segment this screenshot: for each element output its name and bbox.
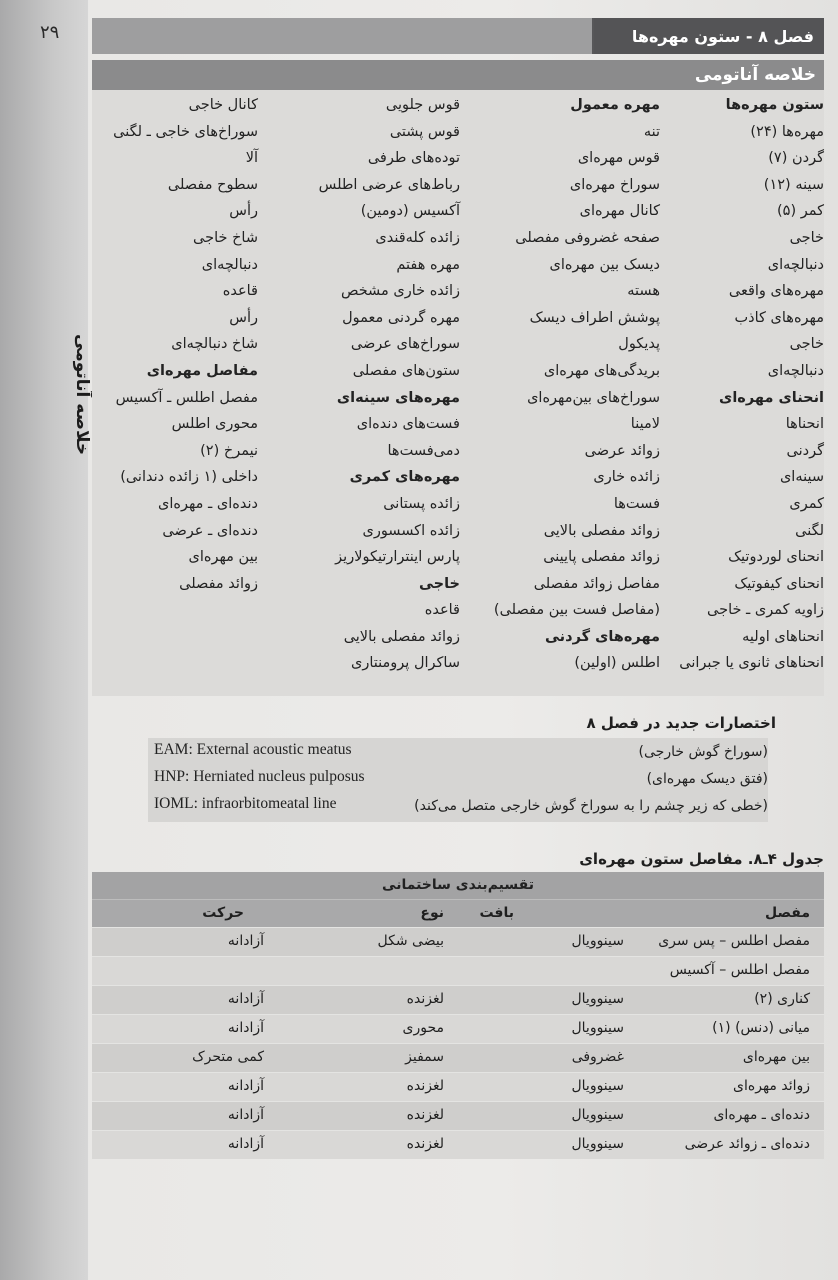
- summary-item: خاجی: [418, 575, 460, 592]
- cell-movement: آزادانه: [227, 1078, 264, 1094]
- cell-type: بیضی شکل: [377, 933, 444, 949]
- abbreviations-box: [148, 738, 768, 822]
- cell-movement: کمی متحرک: [192, 1049, 264, 1065]
- summary-item: سوراخ‌های خاجی ـ لگنی: [113, 123, 258, 140]
- header-tissue: بافت: [479, 905, 514, 921]
- summary-item: زائده اکسسوری: [362, 522, 460, 539]
- summary-item: دنده‌ای ـ عرضی: [162, 522, 258, 539]
- cell-tissue: سینوویال: [571, 991, 624, 1007]
- summary-item: ستون‌های مفصلی: [352, 362, 460, 379]
- chapter-header-band: [92, 18, 592, 54]
- cell-joint: دنده‌ای ـ مهره‌ای: [713, 1107, 810, 1123]
- summary-item: قوس جلویی: [385, 97, 460, 113]
- chapter-title: فصل ۸ - ستون مهره‌ها: [631, 26, 814, 46]
- table-group-header: [92, 872, 824, 899]
- summary-item: مهره‌های گردنی: [545, 628, 660, 645]
- summary-item: سینه (۱۲): [763, 176, 824, 193]
- group-header-label: تقسیم‌بندی ساختمانی: [382, 877, 534, 893]
- summary-item: انحناهای ثانوی یا جبرانی: [679, 655, 824, 672]
- cell-joint: بین مهره‌ای: [742, 1049, 810, 1065]
- summary-item: مفاصل زوائد مفصلی: [533, 575, 660, 592]
- chapter-header: [92, 18, 824, 54]
- summary-item: انحنای کیفوتیک: [734, 575, 824, 592]
- cell-joint: میانی (دنس) (۱): [712, 1020, 810, 1036]
- cell-type: لغزنده: [406, 1136, 444, 1152]
- header-joint: مفصل: [764, 905, 810, 921]
- cell-type: لغزنده: [406, 1107, 444, 1123]
- table-row: [92, 1014, 824, 1043]
- page-number: ۲۹: [40, 22, 60, 43]
- cell-tissue: غضروفی: [571, 1049, 624, 1065]
- cell-type: لغزنده: [406, 991, 444, 1007]
- summary-item: فست‌ها: [613, 495, 660, 512]
- summary-item: تنه: [643, 123, 660, 140]
- summary-item: انحناهای اولیه: [742, 628, 824, 645]
- cell-tissue: سینوویال: [571, 1136, 624, 1152]
- cell-type: محوری: [402, 1020, 444, 1036]
- cell-movement: آزادانه: [227, 1136, 264, 1152]
- summary-item: بین مهره‌ای: [188, 549, 258, 566]
- table-row: [92, 927, 824, 956]
- summary-item: خاجی: [789, 336, 824, 353]
- summary-item: مهره‌های سینه‌ای: [336, 389, 460, 406]
- summary-item: رأس: [229, 203, 258, 220]
- summary-item: کمر (۵): [776, 203, 824, 220]
- abbreviation-en: IOML: infraorbitomeatal line: [154, 795, 337, 812]
- table-row: [92, 1130, 824, 1159]
- summary-item: کمری: [789, 495, 824, 512]
- summary-column-3: [280, 92, 460, 677]
- table-row: [92, 1043, 824, 1072]
- summary-item: انحناها: [785, 416, 824, 433]
- summary-item: پارس اینترارتیکولاریز: [335, 549, 460, 566]
- header-type: نوع: [420, 905, 444, 921]
- summary-item: گردنی: [786, 442, 824, 459]
- summary-item: زاویه کمری ـ خاجی: [707, 602, 824, 619]
- cell-tissue: سینوویال: [571, 1078, 624, 1094]
- summary-item: زائده کله‌قندی: [375, 229, 460, 246]
- summary-item: زوائد عرضی: [584, 442, 660, 459]
- summary-item: دیسک بین مهره‌ای: [549, 256, 660, 273]
- summary-item: سطوح مفصلی: [167, 176, 258, 193]
- summary-item: شاخ دنبالچه‌ای: [171, 336, 258, 353]
- summary-item: توده‌های طرفی: [367, 150, 460, 167]
- summary-item: مهره‌های کمری: [349, 469, 460, 486]
- cell-joint: دنده‌ای ـ زوائد عرضی: [684, 1136, 810, 1152]
- summary-item: زائده پستانی: [383, 495, 460, 512]
- table-title: جدول ۴ـ۸. مفاصل ستون مهره‌ای: [579, 850, 824, 868]
- summary-item: زائده خاری: [593, 469, 660, 486]
- summary-item: مفاصل مهره‌ای: [146, 362, 258, 379]
- summary-item: زوائد مفصلی: [179, 575, 258, 592]
- summary-item: سینه‌ای: [779, 469, 824, 486]
- summary-column-2: [490, 92, 660, 677]
- cell-tissue: سینوویال: [571, 933, 624, 949]
- cell-tissue: سینوویال: [571, 1020, 624, 1036]
- table-header-row: [92, 899, 824, 927]
- chapter-header-label-box: [594, 18, 824, 54]
- joints-table: [92, 872, 824, 1159]
- summary-item: شاخ خاجی: [193, 229, 258, 246]
- page-margin-strip: [0, 0, 88, 1280]
- summary-item: رأس: [229, 309, 258, 326]
- summary-item: قاعده: [222, 283, 258, 300]
- summary-item: ساکرال پرومنتاری: [351, 655, 460, 672]
- summary-item: لگنی: [795, 522, 824, 539]
- abbreviation-row: [148, 792, 768, 819]
- summary-item: سوراخ‌های عرضی: [350, 336, 460, 353]
- cell-movement: آزادانه: [227, 1107, 264, 1123]
- abbreviation-fa: (فتق دیسک مهره‌ای): [646, 771, 768, 787]
- summary-item: مهره‌های واقعی: [728, 283, 824, 300]
- abbreviation-row: [148, 738, 768, 765]
- summary-item: مهره هفتم: [396, 256, 460, 273]
- summary-item: انحنای مهره‌ای: [719, 389, 824, 406]
- summary-item: لامینا: [630, 416, 660, 433]
- abbreviation-fa: (خطی که زیر چشم را به سوراخ گوش خارجی متصل می‌کند): [414, 798, 768, 814]
- table-row: [92, 1101, 824, 1130]
- table-row: [92, 985, 824, 1014]
- summary-item: دنبالچه‌ای: [201, 256, 258, 273]
- summary-item: دمی‌فست‌ها: [387, 442, 460, 459]
- summary-item: کانال خاجی: [188, 97, 258, 113]
- summary-item: (مفاصل فست بین مفصلی): [493, 602, 660, 619]
- table-row: [92, 1072, 824, 1101]
- summary-item: صفحه غضروفی مفصلی: [515, 229, 660, 246]
- summary-item: مهره گردنی معمول: [342, 309, 460, 326]
- abbreviation-row: [148, 765, 768, 792]
- summary-column-1: [674, 92, 824, 677]
- summary-item: مهره معمول: [570, 97, 660, 113]
- table-row: [92, 956, 824, 985]
- summary-item: زائده خاری مشخص: [340, 283, 460, 300]
- abbreviation-fa: (سوراخ گوش خارجی): [638, 744, 768, 760]
- abbreviations-title: اختصارات جدید در فصل ۸: [586, 714, 776, 732]
- summary-item: دنبالچه‌ای: [767, 362, 824, 379]
- summary-item: اطلس (اولین): [574, 655, 660, 672]
- summary-item: قوس پشتی: [389, 123, 460, 140]
- cell-type: سمفیز: [405, 1049, 444, 1065]
- summary-item: زوائد مفصلی بالایی: [543, 522, 660, 539]
- summary-item: گردن (۷): [768, 150, 824, 167]
- summary-item: انحنای لوردوتیک: [728, 549, 824, 566]
- summary-item: ستون مهره‌ها: [725, 97, 824, 113]
- summary-item: رباط‌های عرضی اطلس: [318, 176, 460, 193]
- summary-item: سوراخ‌های بین‌مهره‌ای: [527, 389, 660, 406]
- cell-tissue: سینوویال: [571, 1107, 624, 1123]
- summary-item: آکسیس (دومین): [360, 203, 460, 220]
- summary-item: دنبالچه‌ای: [767, 256, 824, 273]
- table-body: [92, 927, 824, 1159]
- header-movement: حرکت: [202, 905, 244, 921]
- side-title: خلاصه آناتومی: [72, 334, 92, 456]
- cell-movement: آزادانه: [227, 1020, 264, 1036]
- cell-joint: مفصل اطلس – آکسیس: [669, 962, 810, 978]
- summary-title: خلاصه آناتومی: [92, 60, 824, 90]
- summary-item: قوس مهره‌ای: [577, 150, 660, 167]
- summary-item: هسته: [627, 283, 660, 300]
- summary-item: زوائد مفصلی بالایی: [343, 628, 460, 645]
- summary-item: بریدگی‌های مهره‌ای: [543, 362, 660, 379]
- summary-item: کانال مهره‌ای: [579, 203, 660, 220]
- summary-item: داخلی (۱ زائده دندانی): [120, 469, 258, 486]
- cell-type: لغزنده: [406, 1078, 444, 1094]
- cell-movement: آزادانه: [227, 991, 264, 1007]
- summary-item: مفصل اطلس ـ آکسیس: [115, 389, 258, 406]
- summary-item: پدیکول: [618, 336, 660, 353]
- abbreviation-en: HNP: Herniated nucleus pulposus: [154, 768, 365, 785]
- cell-joint: کناری (۲): [754, 991, 810, 1007]
- summary-item: مهره‌های کاذب: [734, 309, 824, 326]
- summary-item: سوراخ مهره‌ای: [569, 176, 660, 193]
- summary-item: آلا: [245, 150, 258, 167]
- summary-column-4: [88, 92, 258, 597]
- summary-item: پوشش اطراف دیسک: [529, 309, 660, 326]
- abbreviation-en: EAM: External acoustic meatus: [154, 741, 352, 758]
- summary-item: زوائد مفصلی پایینی: [543, 549, 660, 566]
- cell-movement: آزادانه: [227, 933, 264, 949]
- summary-item: نیمرخ (۲): [200, 442, 258, 459]
- cell-joint: زوائد مهره‌ای: [733, 1078, 810, 1094]
- summary-item: فست‌های دنده‌ای: [356, 416, 460, 433]
- summary-item: خاجی: [789, 229, 824, 246]
- summary-item: مهره‌ها (۲۴): [750, 123, 824, 140]
- summary-item: محوری اطلس: [171, 416, 258, 433]
- summary-item: قاعده: [424, 602, 460, 619]
- cell-joint: مفصل اطلس – پس سری: [658, 933, 810, 949]
- summary-item: دنده‌ای ـ مهره‌ای: [158, 495, 258, 512]
